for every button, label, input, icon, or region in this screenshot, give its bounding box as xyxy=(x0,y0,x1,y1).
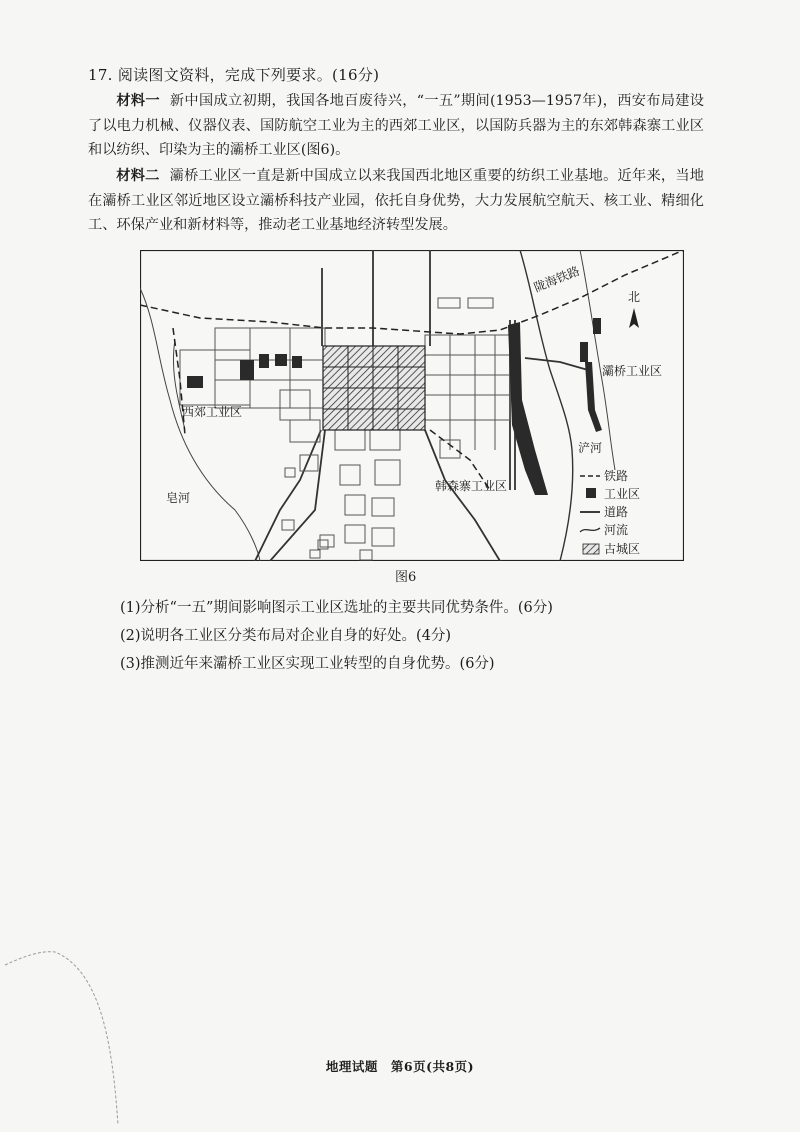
page-footer: 地理试题 第6页(共8页) xyxy=(325,1059,475,1074)
subquestion-3: (3)推测近年来灞桥工业区实现工业转型的自身优势。(6分) xyxy=(120,656,495,672)
west-zone-label: 西郊工业区 xyxy=(182,405,243,419)
material-one xyxy=(88,89,704,163)
material-two-text: 灞桥工业区一直是新中国成立以来我国西北地区重要的纺织工业基地。近年来，当地在灞桥工业区邻近地区设立灞桥科技产业园，依托自身优势，大力发展航空航天、核工业、精细化工、环保产业和新材料等，推动老工业基地经济转型发展。 xyxy=(88,168,704,233)
legend-road-label: 道路 xyxy=(604,505,629,519)
subquestion-2: (2)说明各工业区分类布局对企业自身的好处。(4分) xyxy=(120,628,452,644)
material-one-label: 材料一 xyxy=(116,93,160,109)
figure-caption: 图6 xyxy=(395,570,417,585)
zaohe-label: 皂河 xyxy=(166,491,191,505)
chanhe-label: 浐河 xyxy=(578,441,603,455)
legend-old-city-label: 古城区 xyxy=(604,542,641,556)
question-title: 17. 阅读图文资料，完成下列要求。(16分) xyxy=(88,66,380,84)
baqiao-zone-label: 灞桥工业区 xyxy=(602,364,663,378)
north-label: 北 xyxy=(628,290,641,304)
legend-industrial-symbol xyxy=(586,488,596,498)
pencil-scribble xyxy=(0,940,140,1130)
hansenzhai-zone-label: 韩森寨工业区 xyxy=(435,479,508,493)
legend-railway-label: 铁路 xyxy=(604,469,629,483)
legend-industrial-label: 工业区 xyxy=(604,487,641,501)
railway-label: 陇海铁路 xyxy=(531,263,582,295)
subquestion-1: (1)分析“一五”期间影响图示工业区选址的主要共同优势条件。(6分) xyxy=(120,600,553,616)
material-one-text: 新中国成立初期，我国各地百废待兴，“一五”期间(1953—1957年)，西安布局建设了以电力机械、仪器仪表、国防航空工业为主的西郊工业区，以国防兵器为主的东郊韩森寨工业区和以纺织、印染为主的灞桥工业区(图6)。 xyxy=(88,93,704,158)
figure-6-map xyxy=(140,250,684,561)
legend-river-label: 河流 xyxy=(604,523,629,537)
material-two-label: 材料二 xyxy=(116,168,160,184)
legend-old-city-symbol xyxy=(583,544,599,554)
material-two xyxy=(88,164,704,238)
